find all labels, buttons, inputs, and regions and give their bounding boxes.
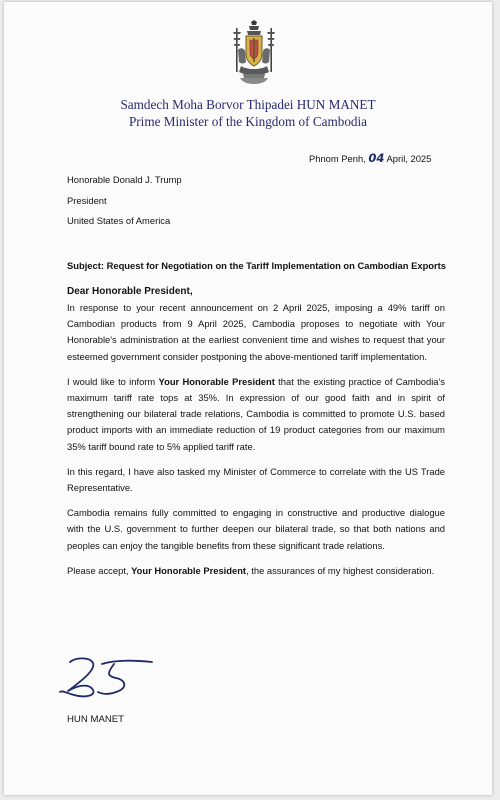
- paragraph-commitment: Cambodia remains fully committed to engaging in constructive and productive dialogue with the U.S. government to further deepen our bilateral trade, so that both nations and peoples can enjoy the tangible benefits from these significant trade relations.: [67, 507, 445, 551]
- paragraph-text: I would like to inform: [67, 375, 159, 387]
- closing-line: [67, 563, 445, 579]
- closing-text: Please accept,: [67, 564, 132, 576]
- date-place: Phnom Penh,: [309, 153, 366, 164]
- letter-body: [67, 300, 445, 579]
- handwritten-signature: [56, 654, 160, 700]
- royal-coat-of-arms-icon: [231, 20, 277, 86]
- paragraph-text: that the existing practice of Cambodia's maximum tariff rate tops at 35%. In expression of our good faith and in spirit of strengthening our bilateral trade relations, Cambodia is committed to promote U.S. based product imports with an immediate reduction of 19 product categories from our maximum 35% tariff bound rate to 5% applied tariff rate.: [67, 375, 445, 452]
- emphasis-text: Your Honorable President: [158, 375, 275, 387]
- addressee-block: [67, 172, 447, 234]
- closing-text: , the assurances of my highest consideration.: [246, 564, 435, 576]
- emphasis-text: Your Honorable President: [131, 564, 247, 576]
- date-day-handwritten: 04: [368, 151, 385, 165]
- salutation: Dear Honorable President,: [67, 286, 193, 297]
- addressee-country: United States of America: [67, 215, 171, 226]
- addressee-name: Honorable Donald J. Trump: [67, 174, 182, 185]
- sender-title-line: Prime Minister of the Kingdom of Cambodia: [128, 114, 368, 129]
- sender-name-line: Samdech Moha Borvor Thipadei HUN MANET: [120, 97, 376, 112]
- signatory-name: HUN MANET: [67, 714, 125, 725]
- paragraph-tariff-response: In response to your recent announcement on 2 April 2025, imposing a 49% tariff on Cambodian products from 9 April 2025, Cambodia proposes to negotiate with Your Honorable's administration at the earliest convenient time and wishes to request that your esteemed government consider postponing the above-mentioned tariff implementation.: [67, 302, 445, 362]
- paragraph-commerce-minister: In this regard, I have also tasked my Minister of Commerce to correlate with the US Trade Representative.: [67, 465, 445, 494]
- date-line: [309, 150, 431, 167]
- date-month-year: April, 2025: [386, 153, 432, 164]
- subject-line: Subject: Request for Negotiation on the Tariff Implementation on Cambodian Exports: [67, 260, 447, 271]
- addressee-title: President: [67, 194, 107, 206]
- letter-page: [4, 2, 492, 795]
- paragraph-tariff-rate: [67, 374, 445, 455]
